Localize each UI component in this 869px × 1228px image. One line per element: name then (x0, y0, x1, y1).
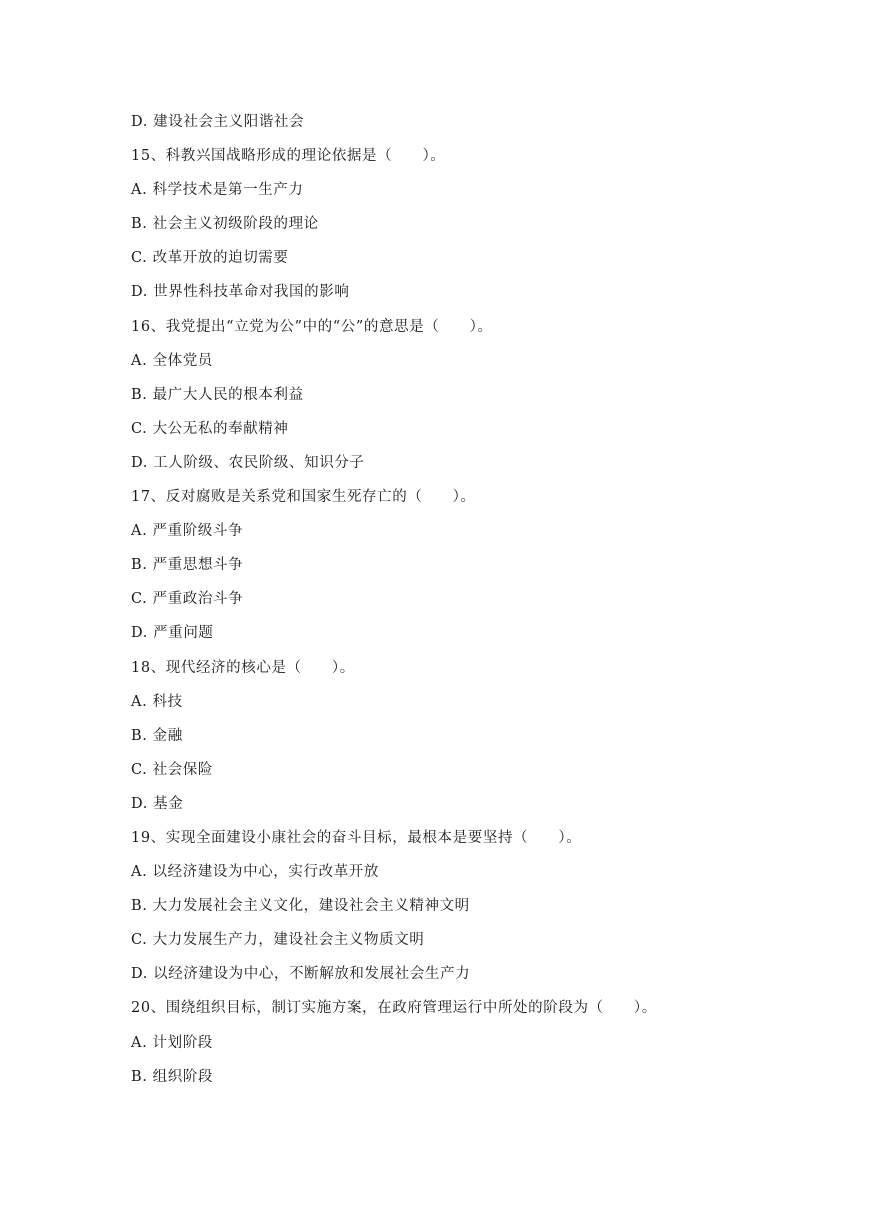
question-stem: 19、实现全面建设小康社会的奋斗目标，最根本是要坚持（ ）。 (131, 829, 582, 846)
answer-option: D. 严重问题 (131, 625, 214, 642)
answer-option: B. 社会主义初级阶段的理论 (131, 216, 319, 233)
answer-option: A. 以经济建设为中心，实行改革开放 (131, 864, 379, 881)
answer-option: A. 科技 (131, 693, 183, 710)
question-stem: 17、反对腐败是关系党和国家生死存亡的（ ）。 (131, 489, 476, 506)
answer-option: D. 以经济建设为中心，不断解放和发展社会生产力 (131, 966, 471, 983)
question-stem: 20、围绕组织目标，制订实施方案，在政府管理运行中所处的阶段为（ ）。 (131, 1000, 657, 1017)
answer-option: B. 金融 (131, 727, 183, 744)
answer-option: C. 改革开放的迫切需要 (131, 250, 289, 267)
answer-option: C. 大力发展生产力，建设社会主义物质文明 (131, 932, 425, 949)
question-stem: 16、我党提出“立党为公”中的“公”的意思是（ ）。 (131, 318, 493, 335)
answer-option: B. 严重思想斗争 (131, 557, 244, 574)
answer-option: B. 组织阶段 (131, 1068, 214, 1085)
answer-option: C. 严重政治斗争 (131, 591, 244, 608)
answer-option: D. 世界性科技革命对我国的影响 (131, 284, 350, 301)
answer-option: C. 社会保险 (131, 761, 213, 778)
answer-option: A. 严重阶级斗争 (131, 523, 244, 540)
question-stem: 15、科教兴国战略形成的理论依据是（ ）。 (131, 148, 446, 165)
question-list (131, 110, 657, 1099)
question-stem: 18、现代经济的核心是（ ）。 (131, 659, 355, 676)
answer-option: B. 大力发展社会主义文化，建设社会主义精神文明 (131, 898, 470, 915)
answer-option: A. 科学技术是第一生产力 (131, 182, 304, 199)
answer-option: D. 建设社会主义阳谐社会 (131, 114, 305, 130)
answer-option: A. 计划阶段 (131, 1034, 213, 1051)
answer-option: B. 最广大人民的根本利益 (131, 386, 304, 403)
answer-option: C. 大公无私的奉献精神 (131, 420, 289, 437)
answer-option: D. 基金 (131, 795, 184, 812)
answer-option: D. 工人阶级、农民阶级、知识分子 (131, 454, 365, 471)
answer-option: A. 全体党员 (131, 352, 213, 369)
